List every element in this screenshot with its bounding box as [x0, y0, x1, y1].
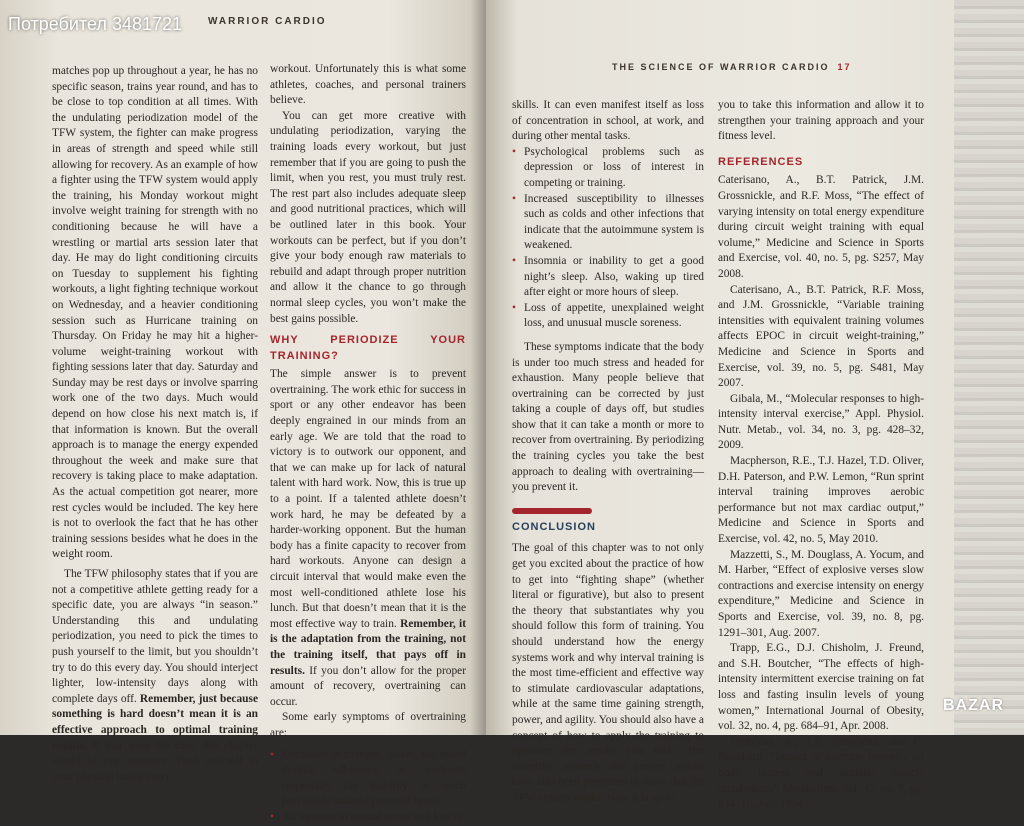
paragraph: These symptoms indicate that the body is under too much stress and headed for exhaustion. Many people believe that overtraining can be corrected by just taking a couple of days off, but studies show that it can take a month or more to recover from overtraining. By periodizing the training cycles you take the best approach to dealing with overtraining—you prevent it.: [512, 340, 704, 494]
page-number: 17: [837, 62, 852, 72]
symptom-list: [270, 748, 466, 826]
reference-item: Trapp, E.G., D.J. Chisholm, J. Freund, and S.H. Boutcher, “The effects of high-intensity intermittent exercise training on fat loss and fasting insulin levels of young women,” International Journal of Obesity, vol. 32, no. 4, pg. 684–91, Apr. 2008.: [718, 642, 924, 733]
page-edge-texture: [954, 0, 1024, 735]
list-item: • Insomnia or inability to get a good night’s sleep. Also, waking up tired after eight or more hours of sleep.: [512, 254, 704, 301]
running-header-right: [612, 62, 852, 72]
reference-item: Caterisano, A., B.T. Patrick, R.F. Moss, and J.M. Grossnickle, “Variable training intensities with equivalent training volumes affects EPOC in circuit weight-training,” Medicine and Science in Sports and Exercise, vol. 39, no. 5, pg. S481, May 2007.: [718, 283, 924, 390]
left-page: [0, 0, 486, 823]
section-heading: REFERENCES: [718, 155, 804, 168]
right-page: [486, 0, 1024, 811]
paragraph: The goal of this chapter was to not only get you excited about the practice of how to get into “fighting shape” (whether literal or figurative), but also to present the theory that substantiates why you should follow this form of training. You should understand how the energy systems work and why interval training is the most time-efficient and effective way to stimulate cardiovascular adaptations, while at the same time gaining strength, power, and agility. You should also have a concept of how to apply the training to optimize the results you seek. The scientific research and proven results have also been presented to show that the TFW system works. Now it is up to: [512, 542, 704, 804]
watermark-badge: BAZAR: [943, 697, 1004, 714]
section-heading: WHY PERIODIZE YOUR TRAINING?: [270, 334, 466, 362]
running-header-left: WARRIOR CARDIO: [208, 16, 327, 27]
left-column-1: [52, 64, 258, 785]
paragraph: you to take this information and allow it to strengthen your training approach and your fitness level.: [718, 99, 924, 143]
header-title: THE SCIENCE OF WARRIOR CARDIO: [612, 62, 830, 72]
section-heading: CONCLUSION: [512, 520, 596, 533]
paragraph: The TFW philosophy states that if you are not a competitive athlete getting ready for a specific date, you are always “in season.” Understanding this and undulating periodization, you need to pick the times to push yourself to the limit, but you shouldn’t try to do this every day. You should interject lighter, low-intensity days along with complete days off. Remember, just because something is hard doesn’t mean it is an effective approach to optimal training results. If that were the case, this chapter would be one sentence: Push yourself to your physical limits every: [52, 568, 259, 783]
paragraph: Some early symptoms of overtraining are:: [270, 711, 466, 739]
paragraph: workout. Unfortunately this is what some athletes, coaches, and personal trainers believe.: [270, 63, 466, 107]
reference-item: Tremblay, A., J.A. Simoneau, and C. Bouchard, “Impact of exercise intensity on body fatness and skeletal muscle metabolism,” Metabolism, vol. 43, no. 7, pg. 814–18, July 1994.: [718, 735, 924, 811]
section-divider: [512, 508, 592, 514]
emphasis: Remember, it is the adaptation from the training, not the training itself, that pays off in results.: [270, 617, 466, 677]
right-column-2: [718, 98, 924, 813]
paragraph: The simple answer is to prevent overtraining. The work ethic for success in sport or any other endeavor has been deeply engrained in our minds from an early age. We are told that the road to victory is to outwork our opponent, and that we can make up for lack of natural talent with hard work. Now, this is true up to a point. If a talented athlete doesn’t work hard, he may be defeated by a harder-working opponent. But the human body has a finite capacity to recover from hard workouts. Anyone can design a circuit interval that would make even the most well-conditioned athlete lose his lunch. But that doesn’t mean that it is the most effective way to train. Remember, it is the adaptation from the training, not the training itself, that pays off in results. If you don’t allow for the proper amount of recovery, overtraining can occur.: [270, 368, 466, 708]
list-item: • An increase in mental errors and loss of: [270, 810, 466, 826]
reference-item: Gibala, M., “Molecular responses to high-intensity interval exercise,” Appl. Physiol. Nutr. Metab., vol. 34, no. 3, pg. 428–32, 2009.: [718, 392, 924, 452]
list-item: • Increased susceptibility to illnesses such as colds and other infections that indicate that the autoimmune system is weakened.: [512, 192, 704, 254]
list-item: • Decreases in strength, power, and speed despite adherence to workouts (especially the inability to reach previously attained personal bests).: [270, 748, 466, 810]
seller-watermark: Потребител 3481721: [8, 14, 183, 34]
paragraph: skills. It can even manifest itself as loss of concentration in school, at work, and during other mental tasks.: [512, 99, 704, 143]
reference-item: Mazzetti, S., M. Douglass, A. Yocum, and M. Harber, “Effect of explosive verses slow contractions and exercise intensity on energy expenditure,” Medicine and Science in Sports and Exercise, vol. 39, no. 8, pg. 1291–301, Aug. 2007.: [718, 548, 924, 639]
reference-item: Macpherson, R.E., T.J. Hazel, T.D. Oliver, D.H. Paterson, and P.W. Lemon, “Run sprint interval training improves aerobic performance but not max cardiac output,” Medicine and Science in Sports and Exercise, vol. 42, no. 5, May 2010.: [718, 455, 924, 546]
reference-item: Caterisano, A., B.T. Patrick, J.M. Grossnickle, and R.F. Moss, “The effect of varying intensity on total energy expenditure during circuit weight training with equal volume,” Medicine and Science in Sports and Exercise, vol. 40, no. 5, pg. S257, May 2008.: [718, 174, 924, 280]
right-column-1: [512, 98, 704, 807]
list-item: • Psychological problems such as depression or loss of interest in competing or training.: [512, 145, 704, 192]
emphasis: Remember, just because something is hard doesn’t mean it is an effective approach to optimal training results.: [52, 692, 259, 752]
left-column-2: [270, 62, 466, 826]
symptom-list-continued: [512, 145, 704, 332]
paragraph: matches pop up throughout a year, he has no specific season, trains year round, and has to be close to top condition at all times. With the undulating periodization model of the TFW system, the fighter can make progress in areas of strength and speed while still allowing for recovery. As an example of how a fighter using the TFW system would apply the training, his Monday workout might involve weight training for strength with no conditioning because he will have a wrestling or martial arts session later that day. He may do light conditioning circuits on Tuesday to supplement his fighting workouts, a light fighting technique workout on Wednesday, and a heavier conditioning session such as Hurricane training on Thursday. On Friday he may hit a higher-volume weight-training workout with fighting sessions later that day. Saturday and Sunday may be rest days or involve sparring work one of the two days. Much would depend on how close his next match is, if that information is known. But the overall approach is to manage the energy expended throughout the week and make sure that recovery is taking place to make adaptation. As the actual competition got nearer, more rest cycles would be included. The key here is not to overlook the fact that he has other training sessions besides what he does in the weight room.: [52, 65, 258, 561]
list-item: • Loss of appetite, unexplained weight loss, and unusual muscle soreness.: [512, 301, 704, 332]
paragraph: You can get more creative with undulating periodization, varying the training loads every workout, but just remember that if you are going to push the limit, when you rest, you must truly rest. The rest part also includes adequate sleep and good nutritional practices, which will be outlined later in this book. Your workouts can be perfect, but if you don’t give your body enough raw materials to rebuild and adapt through proper nutrition and allow it the chance to go through normal sleep cycles, you won’t make the best gains possible.: [270, 109, 466, 325]
